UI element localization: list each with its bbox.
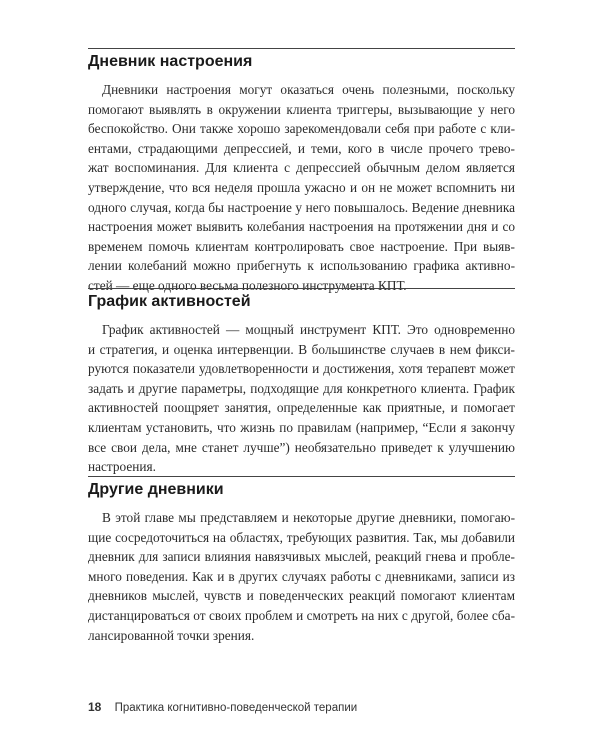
text-line: лении колебаний можно прибегнуть к использованию графика активно-	[88, 258, 515, 274]
text-line: В этой главе мы представляем и некоторые другие дневники, помогаю-	[102, 510, 515, 525]
section-heading-mood-diary: Дневник настроения	[88, 53, 253, 70]
page-number: 18	[88, 700, 102, 714]
text-line: щие сосредоточиться на областях, требующих развития. Так, мы добавили	[88, 529, 515, 545]
text-line: График активностей — мощный инструмент КПТ. Это одновременно	[102, 322, 515, 337]
page-footer	[88, 700, 357, 714]
section-paragraph-other-diaries	[88, 508, 515, 645]
text-line: активностей поощряет занятия, определенные как приятные, и помогает	[88, 400, 515, 416]
text-line: беспокойство. Они также хорошо зарекомендовали себя при работе с кли-	[88, 121, 515, 137]
text-line: одного случая, когда бы настроение у него повышалось. Ведение дневника	[88, 199, 515, 215]
text-line: дистанцироваться от своих проблем и смотреть на них с другой, более сба-	[88, 607, 515, 623]
section-heading-activity-schedule: График активностей	[88, 293, 251, 310]
text-line: настроения может выявить колебания настроения на протяжении дня и со	[88, 219, 515, 235]
section-divider	[88, 476, 515, 477]
text-line: клиентам установить, что жизнь по правилам (например, “Если я закончу	[88, 419, 515, 435]
section-paragraph-activity-schedule	[88, 320, 515, 477]
text-line: временем помочь клиентам контролировать свое настроение. При выяв-	[88, 238, 515, 254]
section-heading-other-diaries: Другие дневники	[88, 481, 224, 498]
text-line: настроения.	[88, 459, 156, 475]
text-line: задать и другие параметры, подходящие для конкретного клиента. График	[88, 380, 515, 396]
text-line: руются показатели удовлетворенности и достижения, хотя терапевт может	[88, 361, 515, 377]
running-title: Практика когнитивно-поведенческой терапии	[114, 702, 358, 714]
text-line: помогают выявлять в окружении клиента триггеры, вызывающие у него	[88, 101, 515, 117]
section-divider	[88, 288, 515, 289]
text-line: дневник для записи влияния навязчивых мыслей, реакций гнева и пробле-	[88, 549, 515, 565]
text-line: дневников мыслей, чувств и поведенческих реакций помогают клиентам	[88, 588, 515, 604]
text-line: и стратегия, и оценка интервенции. В большинстве случаев в нем фикси-	[88, 341, 515, 357]
text-line: утверждение, что вся неделя прошла ужасно и он не может вспомнить ни	[88, 179, 515, 195]
section-paragraph-mood-diary	[88, 80, 515, 296]
text-line: много поведения. Как и в других случаях работы с дневниками, записи из	[88, 568, 515, 584]
section-divider	[88, 48, 515, 49]
text-line: Дневники настроения могут оказаться очень полезными, поскольку	[102, 82, 515, 97]
text-line: ентами, страдающими депрессией, и теми, кого в числе прочего трево-	[88, 140, 515, 156]
text-line: все свои дела, мне станет лучше”) необязательно приведет к улучшению	[88, 439, 515, 455]
text-line: стей — еще одного весьма полезного инструмента КПТ.	[88, 277, 407, 293]
text-line: жат воспоминания. Для клиента с депрессией обычным делом является	[88, 160, 515, 176]
text-line: лансированной точки зрения.	[88, 627, 255, 643]
